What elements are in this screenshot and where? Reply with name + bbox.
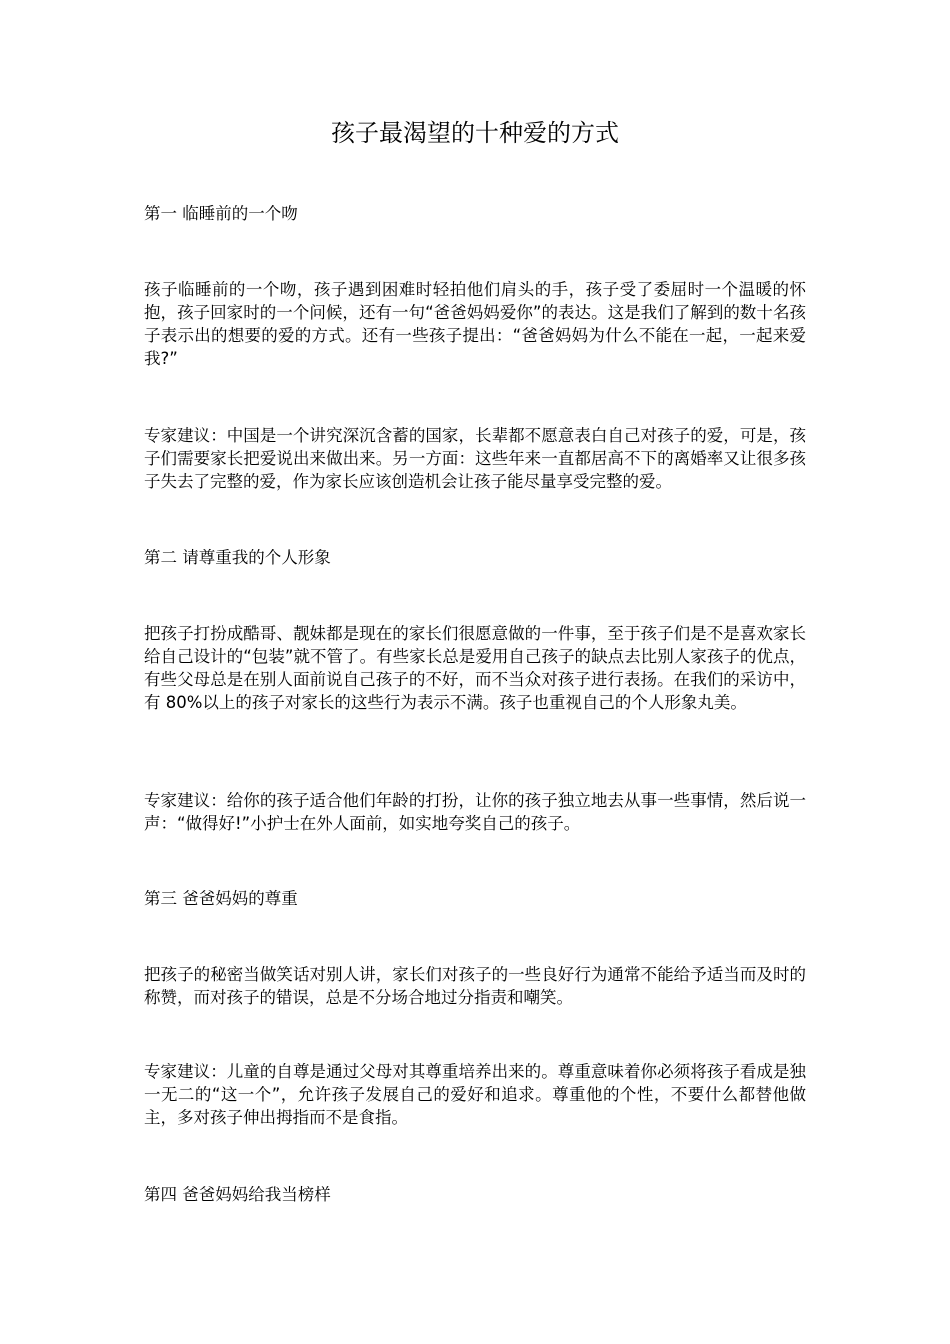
section-1-heading: 第一 临睡前的一个吻 (144, 204, 298, 223)
document-title: 孩子最渴望的十种爱的方式 (331, 119, 619, 147)
section-3-heading: 第三 爸爸妈妈的尊重 (144, 889, 298, 908)
section-2-advice: 专家建议：给你的孩子适合他们年龄的打扮，让你的孩子独立地去从事一些事情，然后说一声：“做得好!”小护士在外人面前，如实地夸奖自己的孩子。 (144, 791, 806, 833)
section-1-advice: 专家建议：中国是一个讲究深沉含蓄的国家，长辈都不愿意表白自己对孩子的爱，可是，孩子们需要家长把爱说出来做出来。另一方面：这些年来一直都居高不下的离婚率又让很多孩子失去了完整的爱，作为家长应该创造机会让孩子能尽量享受完整的爱。 (144, 426, 806, 491)
section-2-heading: 第二 请尊重我的个人形象 (144, 548, 331, 567)
section-2-body: 把孩子打扮成酷哥、靓妹都是现在的家长们很愿意做的一件事，至于孩子们是不是喜欢家长给自己设计的“包装”就不管了。有些家长总是爱用自己孩子的缺点去比别人家孩子的优点，有些父母总是在别人面前说自己孩子的不好，而不当众对孩子进行表扬。在我们的采访中，有 80%以上的孩子对家长的这些行为表示不满。孩子也重视自己的个人形象丸美。 (144, 624, 806, 712)
section-4-heading: 第四 爸爸妈妈给我当榜样 (144, 1185, 331, 1204)
section-1-body: 孩子临睡前的一个吻，孩子遇到困难时轻拍他们肩头的手，孩子受了委屈时一个温暖的怀抱，孩子回家时的一个问候，还有一句“爸爸妈妈爱你”的表达。这是我们了解到的数十名孩子表示出的想要的爱的方式。还有一些孩子提出：“爸爸妈妈为什么不能在一起，一起来爱我?” (144, 280, 806, 368)
section-3-advice: 专家建议：儿童的自尊是通过父母对其尊重培养出来的。尊重意味着你必须将孩子看成是独一无二的“这一个”，允许孩子发展自己的爱好和追求。尊重他的个性，不要什么都替他做主，多对孩子伸出拇指而不是食指。 (144, 1062, 806, 1127)
section-3-body: 把孩子的秘密当做笑话对别人讲，家长们对孩子的一些良好行为通常不能给予适当而及时的称赞，而对孩子的错误，总是不分场合地过分指责和嘲笑。 (144, 965, 806, 1007)
